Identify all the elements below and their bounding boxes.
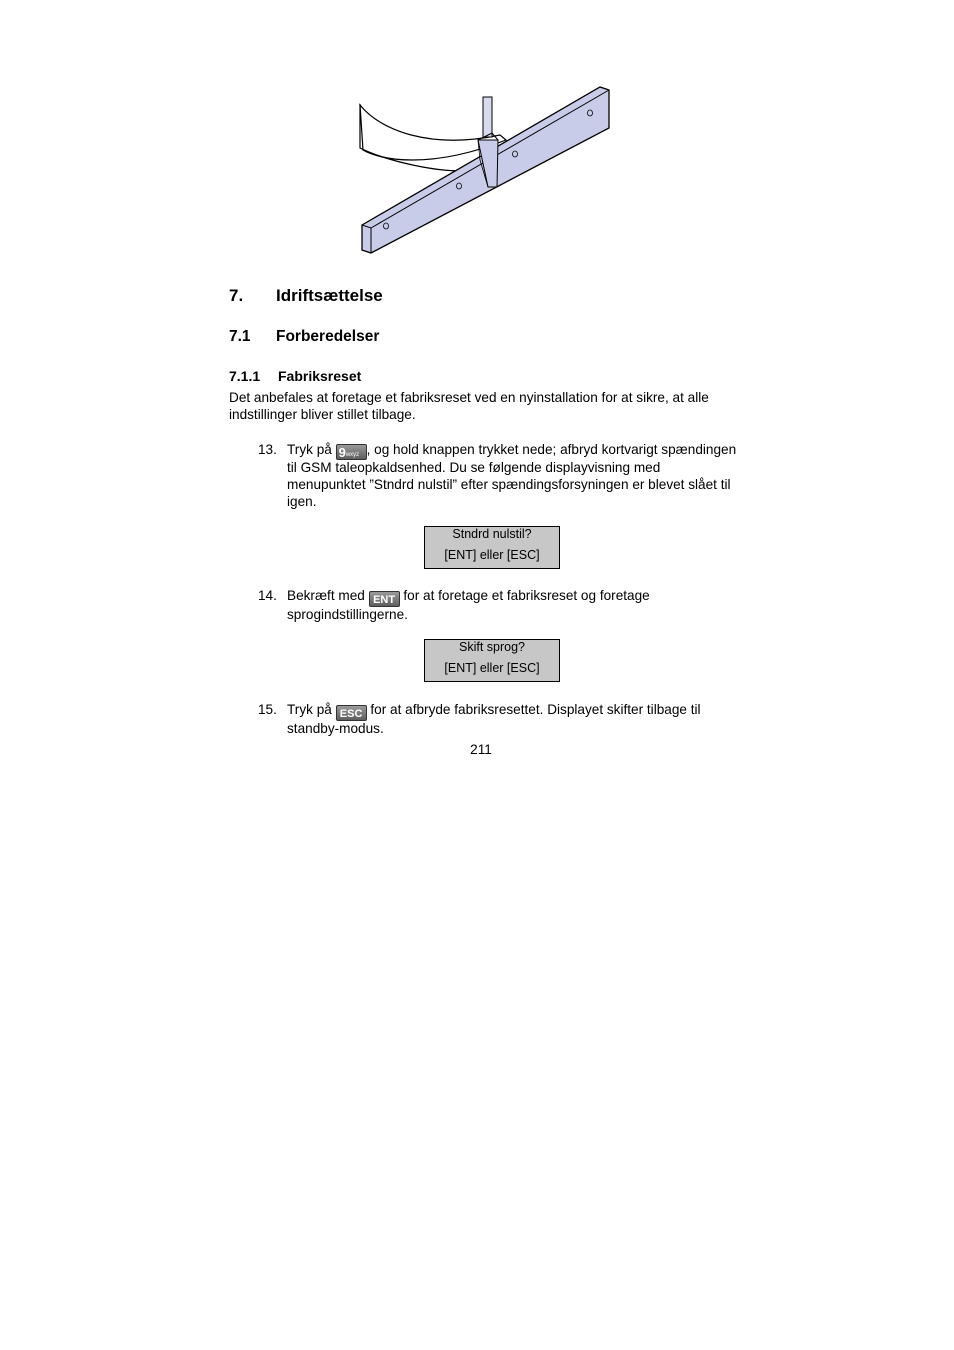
key-9-icon: 9wxyz	[336, 444, 367, 460]
step-13	[258, 442, 738, 510]
step-text-before: Bekræft med	[287, 588, 365, 603]
display-line-2: [ENT] eller [ESC]	[444, 661, 540, 675]
intro-paragraph: Det anbefales at foretage et fabriksreset ved en nyinstallation for at sikre, at alle indstillinger bliver stillet tilbage.	[229, 390, 709, 422]
ent-key-icon: ENT	[369, 591, 400, 607]
step-14	[258, 588, 738, 624]
step-text-after: for at afbryde fabriksresettet. Displayet skifter tilbage til standby-modus.	[287, 702, 701, 736]
subsubsection-title: Fabriksreset	[278, 368, 362, 384]
esc-key-icon: ESC	[336, 705, 367, 721]
display-line-1: Stndrd nulstil?	[452, 527, 532, 541]
step-15	[258, 702, 738, 738]
step-number: 14.	[258, 588, 277, 603]
lcd-display-reset	[424, 526, 560, 569]
subsubsection-number: 7.1.1	[229, 368, 261, 384]
step-text-before: Tryk på	[287, 442, 332, 457]
section-title: Idriftsættelse	[276, 286, 383, 305]
mounting-bracket-illustration	[350, 80, 620, 265]
subsection-heading	[229, 328, 379, 346]
page-number: 211	[470, 742, 492, 757]
display-line-2: [ENT] eller [ESC]	[444, 548, 540, 562]
step-number: 15.	[258, 702, 277, 717]
subsection-number: 7.1	[229, 328, 251, 345]
subsection-title: Forberedelser	[276, 328, 380, 345]
section-number: 7.	[229, 286, 244, 305]
step-text-after: for at foretage et fabriksreset og foretage sprogindstillingerne.	[287, 588, 650, 622]
display-line-1: Skift sprog?	[458, 640, 525, 654]
section-heading	[229, 286, 383, 306]
step-text-after: , og hold knappen trykket nede; afbryd kortvarigt spændingen til GSM taleopkaldsenhed. Du se følgende displayvisning med menupunktet ”Stndrd nulstil” efter spændingsforsyningen er blevet slået til igen.	[287, 442, 737, 509]
step-number: 13.	[258, 442, 277, 457]
lcd-display-language	[424, 639, 560, 682]
subsubsection-heading	[229, 368, 361, 384]
step-text-before: Tryk på	[287, 702, 332, 717]
